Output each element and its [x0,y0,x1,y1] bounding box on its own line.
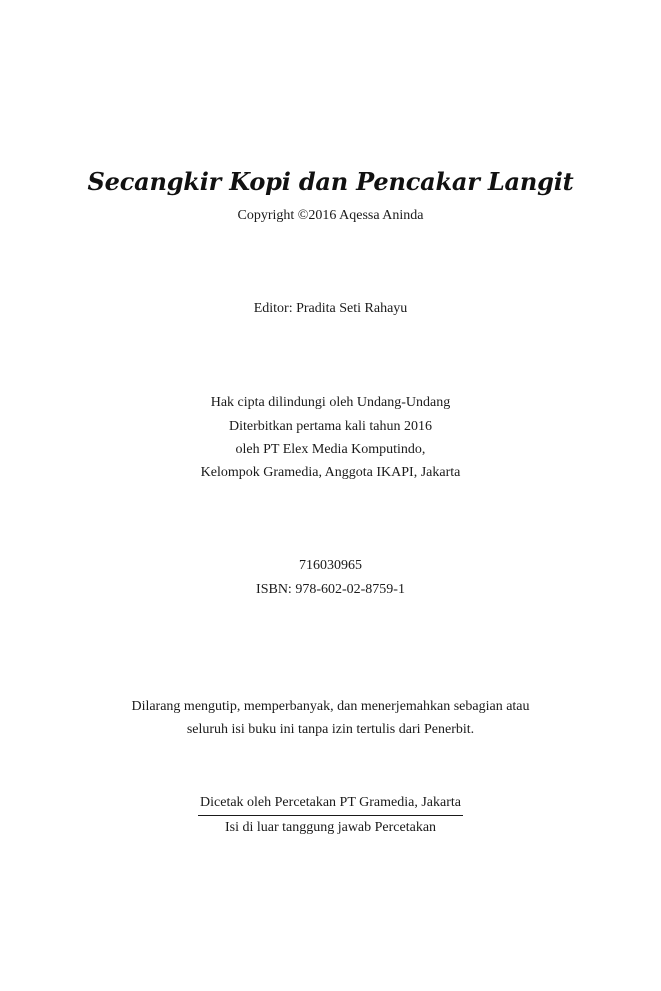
publication-line: oleh PT Elex Media Komputindo, [235,442,426,457]
publication-line: Hak cipta dilindungi oleh Undang-Undang [210,395,451,410]
publication-line: Diterbitkan pertama kali tahun 2016 [229,419,432,434]
printer-block [0,791,661,837]
catalog-number: 716030965 [299,558,362,573]
printer-line: Dicetak oleh Percetakan PT Gramedia, Jakarta [198,794,463,816]
editor-line: Editor: Pradita Seti Rahayu [253,301,408,316]
copyright-line: Copyright ©2016 Aqessa Aninda [237,208,424,223]
prohibition-line: Dilarang mengutip, memperbanyak, dan menerjemahkan sebagian atau [131,699,530,714]
book-title: Secangkir Kopi dan Pencakar Langit [87,167,574,196]
printer-note: Isi di luar tanggung jawab Percetakan [224,820,437,835]
isbn-line: ISBN: 978-602-02-8759-1 [256,582,405,597]
prohibition-line: seluruh isi buku ini tanpa izin tertulis dari Penerbit. [186,722,475,737]
publication-line: Kelompok Gramedia, Anggota IKAPI, Jakarta [200,465,461,480]
